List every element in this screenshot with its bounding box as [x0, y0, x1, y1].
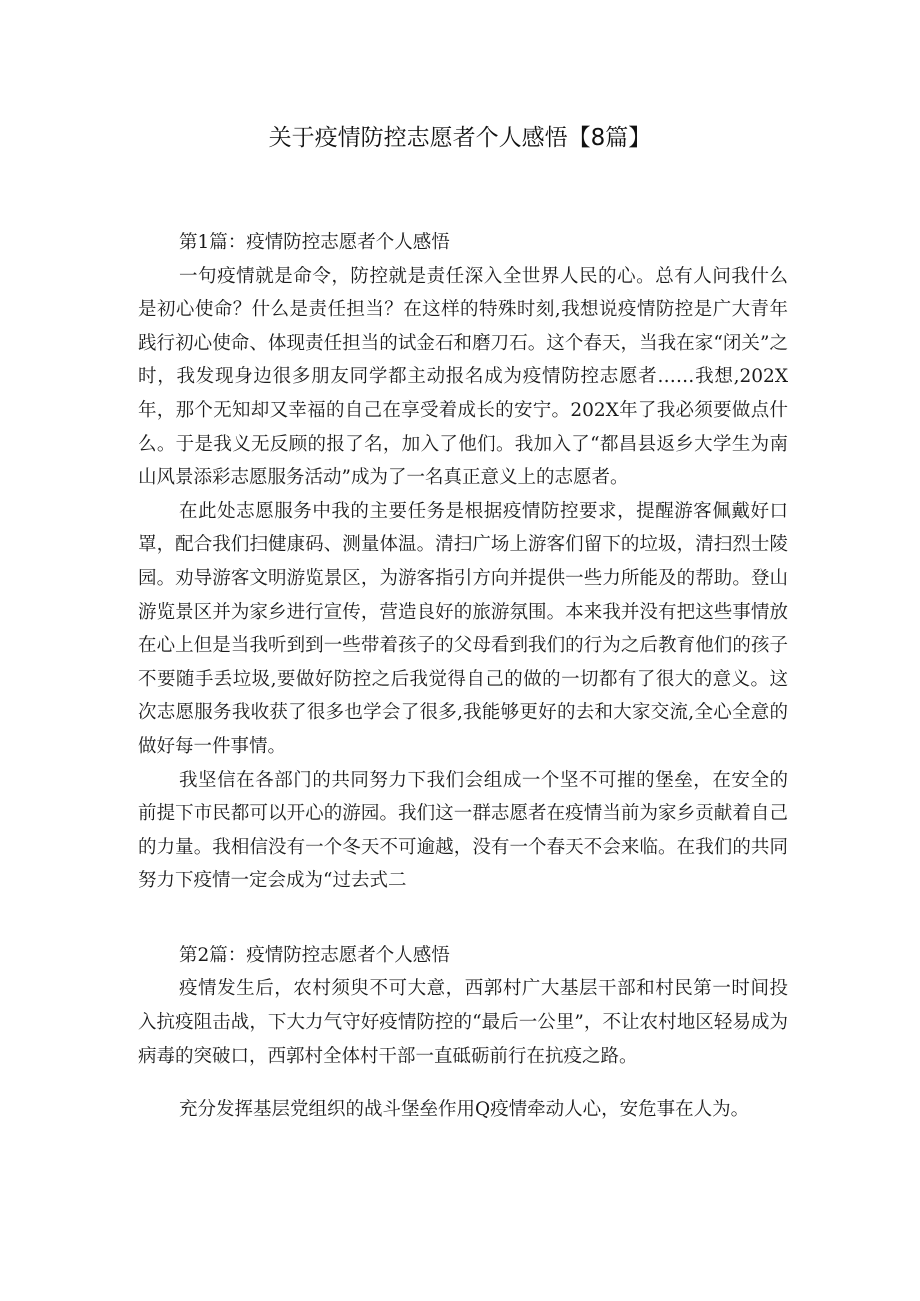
section-heading: 第1篇：疫情防控志愿者个人感悟 [179, 232, 450, 253]
section-spacer [138, 898, 788, 939]
section-2 [138, 939, 788, 1127]
section-heading: 第2篇：疫情防控志愿者个人感悟 [179, 944, 450, 966]
document-body [138, 226, 788, 1127]
paragraph-spacer [138, 1073, 788, 1093]
section-1 [138, 226, 788, 898]
paragraph: 一句疫情就是命令，防控就是责任深入全世界人民的心。总有人问我什么是初心使命？什么是责任担当？在这样的特殊时刻,我想说疫情防控是广大青年践行初心使命、体现责任担当的试金石和磨刀石。这个春天，当我在家“闭关”之时，我发现身边很多朋友同学都主动报名成为疫情防控志愿者……我想,202X年，那个无知却又幸福的自己在享受着成长的安宁。202X年了我必须要做点什么。于是我义无反顾的报了名，加入了他们。我加入了“都昌县返乡大学生为南山风景添彩志愿服务活动”成为了一名真正意义上的志愿者。 [138, 265, 788, 489]
paragraph: 充分发挥基层党组织的战斗堡垒作用Q疫情牵动人心，安危事在人为。 [179, 1099, 750, 1121]
paragraph: 在此处志愿服务中我的主要任务是根据疫情防控要求，提醒游客佩戴好口罩，配合我们扫健康码、测量体温。清扫广场上游客们留下的垃圾，清扫烈士陵园。劝导游客文明游览景区，为游客指引方向并提供一些力所能及的帮助。登山游览景区并为家乡进行宣传，营造良好的旅游氛围。本来我并没有把这些事情放在心上但是当我听到到一些带着孩子的父母看到我们的行为之后教育他们的孩子不要随手丢垃圾,要做好防控之后我觉得自己的做的一切都有了很大的意义。这次志愿服务我收获了很多也学会了很多,我能够更好的去和大家交流,全心全意的做好每一件事情。 [138, 500, 788, 757]
paragraph: 我坚信在各部门的共同努力下我们会组成一个坚不可摧的堡垒，在安全的前提下市民都可以开心的游园。我们这一群志愿者在疫情当前为家乡贡献着自己的力量。我相信没有一个冬天不可逾越，没有一个春天不会来临。在我们的共同努力下疫情一定会成为“过去式二 [138, 769, 788, 892]
paragraph: 疫情发生后，农村须臾不可大意，西郭村广大基层干部和村民第一时间投入抗疫阻击战，下大力气守好疫情防控的“最后一公里”，不让农村地区轻易成为病毒的突破口，西郭村全体村干部一直砥砺前行在抗疫之路。 [138, 978, 788, 1067]
document-title: 关于疫情防控志愿者个人感悟【8篇】 [268, 125, 652, 151]
